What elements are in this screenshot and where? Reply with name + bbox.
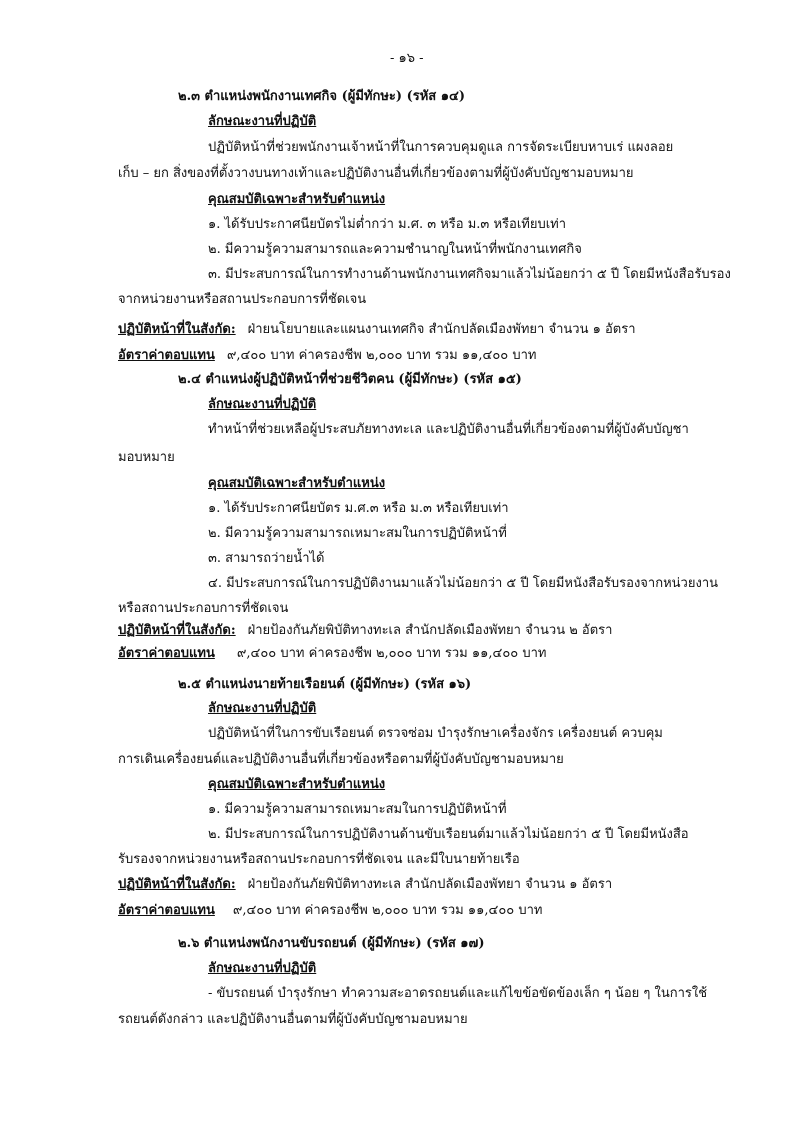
section-2-5-duty-line-2: การเดินเครื่องยนต์และปฏิบัติงานอื่นที่เกี่ยวข้องหรือตามที่ผู้บังคับบัญชามอบหมาย <box>118 752 564 767</box>
section-2-3-duty-title: ลักษณะงานที่ปฏิบัติ <box>208 114 317 129</box>
section-2-6-duty-line-1: - ขับรถยนต์ บำรุงรักษา ทำความสะอาดรถยนต์และแก้ไขข้อขัดข้องเล็ก ๆ น้อย ๆ ในการใช้ <box>208 986 708 1001</box>
unit-label: ปฏิบัติหน้าที่ในสังกัด: <box>118 877 236 892</box>
section-2-3-duty-line-1: ปฏิบัติหน้าที่ช่วยพนักงานเจ้าหน้าที่ในการควบคุมดูแล การจัดระเบียบหาบเร่ แผงลอย <box>208 140 674 155</box>
section-2-4-duty-line-2: มอบหมาย <box>118 450 175 465</box>
section-2-4-duty-title: ลักษณะงานที่ปฏิบัติ <box>208 397 317 412</box>
page-number: - ๑๖ - <box>390 51 424 66</box>
section-2-3-duty-line-2: เก็บ – ยก สิ่งของที่ตั้งวางบนทางเท้าและปฏิบัติงานอื่นที่เกี่ยวข้องตามที่ผู้บังคับบัญชามอบหมาย <box>118 166 634 181</box>
section-2-4-qual-1: ๑. ได้รับประกาศนียบัตร ม.ศ.๓ หรือ ม.๓ หรือเทียบเท่า <box>208 501 509 516</box>
pay-value: ๙,๔๐๐ บาท ค่าครองชีพ ๒,๐๐๐ บาท รวม ๑๑,๔๐๐ บาท <box>236 646 547 661</box>
section-2-5-duty-line-1: ปฏิบัติหน้าที่ในการขับเรือยนต์ ตรวจซ่อม บำรุงรักษาเครื่องจักร เครื่องยนต์ ควบคุม <box>208 726 663 741</box>
section-2-4-qual-2: ๒. มีความรู้ความสามารถเหมาะสมในการปฏิบัติหน้าที่ <box>208 526 507 541</box>
section-2-5-duty-title: ลักษณะงานที่ปฏิบัติ <box>208 701 317 716</box>
pay-value: ๙,๔๐๐ บาท ค่าครองชีพ ๒,๐๐๐ บาท รวม ๑๑,๔๐๐ บาท <box>232 903 543 918</box>
unit-value: ฝ่ายนโยบายและแผนงานเทศกิจ สำนักปลัดเมืองพัทยา จำนวน ๑ อัตรา <box>247 322 636 337</box>
section-2-3-qual-1: ๑. ได้รับประกาศนียบัตรไม่ต่ำกว่า ม.ศ. ๓ หรือ ม.๓ หรือเทียบเท่า <box>208 217 567 232</box>
section-2-4-qual-4a: ๔. มีประสบการณ์ในการปฏิบัติงานมาแล้วไม่น้อยกว่า ๕ ปี โดยมีหนังสือรับรองจากหน่วยงาน <box>208 576 719 591</box>
pay-value: ๙,๔๐๐ บาท ค่าครองชีพ ๒,๐๐๐ บาท รวม ๑๑,๔๐๐ บาท <box>226 348 537 363</box>
section-2-5-pay <box>118 902 542 920</box>
section-2-6-duty-title: ลักษณะงานที่ปฏิบัติ <box>208 961 317 976</box>
section-2-4-qual-3: ๓. สามารถว่ายน้ำได้ <box>208 551 325 566</box>
section-2-4-pay <box>118 645 546 663</box>
section-2-4-unit <box>118 622 612 640</box>
pay-label: อัตราค่าตอบแทน <box>118 903 215 918</box>
section-2-5-qual-1: ๑. มีความรู้ความสามารถเหมาะสมในการปฏิบัติหน้าที่ <box>208 802 507 817</box>
section-2-4-qual-4b: หรือสถานประกอบการที่ชัดเจน <box>118 601 289 616</box>
unit-value: ฝ่ายป้องกันภัยพิบัติทางทะเล สำนักปลัดเมืองพัทยา จำนวน ๑ อัตรา <box>247 877 613 892</box>
pay-label: อัตราค่าตอบแทน <box>118 646 215 661</box>
section-2-6-duty-line-2: รถยนต์ดังกล่าว และปฏิบัติงานอื่นตามที่ผู้บังคับบัญชามอบหมาย <box>118 1012 468 1027</box>
unit-label: ปฏิบัติหน้าที่ในสังกัด: <box>118 322 236 337</box>
section-2-3-qual-title: คุณสมบัติเฉพาะสำหรับตำแหน่ง <box>208 192 386 207</box>
section-2-5-qual-2a: ๒. มีประสบการณ์ในการปฏิบัติงานด้านขับเรือยนต์มาแล้วไม่น้อยกว่า ๕ ปี โดยมีหนังสือ <box>208 827 689 842</box>
section-2-3-qual-3b: จากหน่วยงานหรือสถานประกอบการที่ชัดเจน <box>118 292 367 307</box>
section-2-3-pay <box>118 347 536 365</box>
pay-label: อัตราค่าตอบแทน <box>118 348 215 363</box>
section-2-5-qual-title: คุณสมบัติเฉพาะสำหรับตำแหน่ง <box>208 777 386 792</box>
section-2-3-qual-3a: ๓. มีประสบการณ์ในการทำงานด้านพนักงานเทศกิจมาแล้วไม่น้อยกว่า ๕ ปี โดยมีหนังสือรับรอง <box>208 267 731 282</box>
section-2-3-unit <box>118 321 636 339</box>
section-2-4-heading: ๒.๔ ตำแหน่งผู้ปฏิบัติหน้าที่ช่วยชีวิตคน (ผู้มีทักษะ) (รหัส ๑๕) <box>178 372 522 387</box>
section-2-4-qual-title: คุณสมบัติเฉพาะสำหรับตำแหน่ง <box>208 476 386 491</box>
section-2-3-heading: ๒.๓ ตำแหน่งพนักงานเทศกิจ (ผู้มีทักษะ) (รหัส ๑๔) <box>178 89 465 104</box>
unit-value: ฝ่ายป้องกันภัยพิบัติทางทะเล สำนักปลัดเมืองพัทยา จำนวน ๒ อัตรา <box>247 623 613 638</box>
section-2-3-qual-2: ๒. มีความรู้ความสามารถและความชำนาญในหน้าที่พนักงานเทศกิจ <box>208 242 582 257</box>
unit-label: ปฏิบัติหน้าที่ในสังกัด: <box>118 623 236 638</box>
section-2-5-qual-2b: รับรองจากหน่วยงานหรือสถานประกอบการที่ชัดเจน และมีใบนายท้ายเรือ <box>118 852 520 867</box>
section-2-6-heading: ๒.๖ ตำแหน่งพนักงานขับรถยนต์ (ผู้มีทักษะ) (รหัส ๑๗) <box>178 936 485 951</box>
section-2-4-duty-line-1: ทำหน้าที่ช่วยเหลือผู้ประสบภัยทางทะเล และปฏิบัติงานอื่นที่เกี่ยวข้องตามที่ผู้บังคับบัญชา <box>208 422 689 437</box>
section-2-5-heading: ๒.๕ ตำแหน่งนายท้ายเรือยนต์ (ผู้มีทักษะ) (รหัส ๑๖) <box>178 677 472 692</box>
section-2-5-unit <box>118 876 612 894</box>
